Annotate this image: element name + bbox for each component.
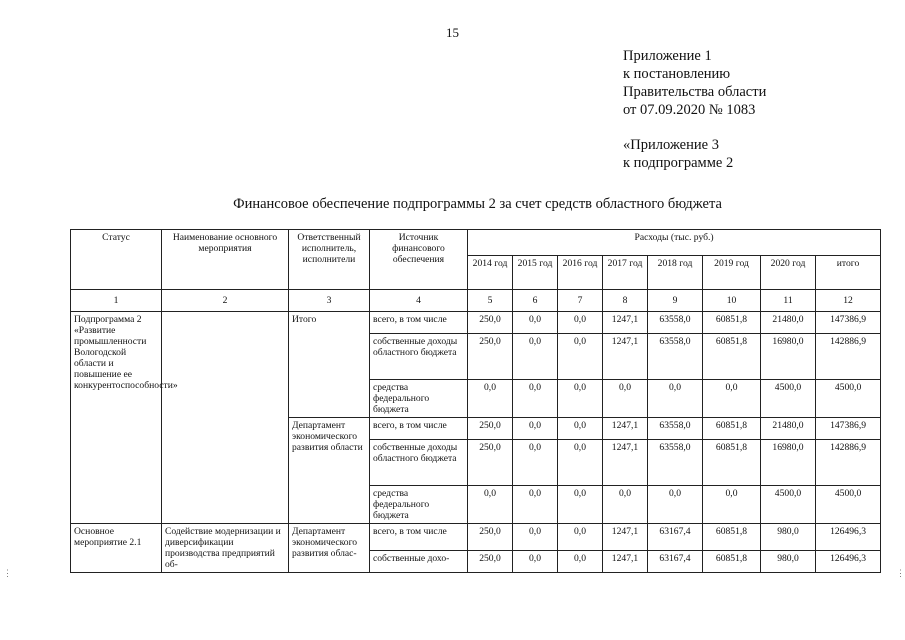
value-cell: 21480,0 (761, 418, 816, 440)
value-cell: 0,0 (558, 524, 603, 551)
value-cell: 0,0 (558, 551, 603, 573)
value-cell: 126496,3 (816, 524, 881, 551)
value-cell: 0,0 (603, 380, 648, 418)
value-cell: 0,0 (558, 418, 603, 440)
value-cell: 0,0 (703, 486, 761, 524)
value-cell: 21480,0 (761, 312, 816, 334)
value-cell: 0,0 (513, 440, 558, 486)
value-cell: 60851,8 (703, 440, 761, 486)
index-cell: 9 (648, 290, 703, 312)
value-cell: 63558,0 (648, 418, 703, 440)
value-cell: 142886,9 (816, 334, 881, 380)
value-cell: 250,0 (468, 440, 513, 486)
value-cell: 147386,9 (816, 418, 881, 440)
value-cell: 250,0 (468, 524, 513, 551)
value-cell: 4500,0 (816, 486, 881, 524)
value-cell: 0,0 (513, 524, 558, 551)
value-cell: 16980,0 (761, 440, 816, 486)
header-source: Источник финансового обеспечения (370, 230, 468, 290)
value-cell: 0,0 (513, 334, 558, 380)
index-cell: 5 (468, 290, 513, 312)
index-cell: 3 (289, 290, 370, 312)
value-cell: 1247,1 (603, 524, 648, 551)
value-cell: 0,0 (703, 380, 761, 418)
value-cell: 1247,1 (603, 551, 648, 573)
header-executor: Ответственный исполнитель, исполнители (289, 230, 370, 290)
table-row (71, 312, 881, 334)
value-cell: 60851,8 (703, 551, 761, 573)
value-cell: 4500,0 (761, 486, 816, 524)
index-cell: 2 (162, 290, 289, 312)
value-cell: 147386,9 (816, 312, 881, 334)
index-cell: 6 (513, 290, 558, 312)
value-cell: 0,0 (558, 486, 603, 524)
value-cell: 0,0 (513, 418, 558, 440)
value-cell: 60851,8 (703, 418, 761, 440)
header-year: 2019 год (703, 256, 761, 290)
appendix-header (623, 47, 766, 172)
value-cell: 63167,4 (648, 551, 703, 573)
source-cell: собственные дохо- (370, 551, 468, 573)
appendix-line: «Приложение 3 (623, 137, 719, 153)
value-cell: 1247,1 (603, 334, 648, 380)
header-year: 2018 год (648, 256, 703, 290)
value-cell: 980,0 (761, 551, 816, 573)
value-cell: 250,0 (468, 418, 513, 440)
header-year: 2015 год (513, 256, 558, 290)
index-row (71, 290, 881, 312)
value-cell: 0,0 (558, 380, 603, 418)
source-cell: всего, в том числе (370, 524, 468, 551)
source-cell: всего, в том числе (370, 418, 468, 440)
appendix-line: Приложение 1 (623, 48, 712, 64)
header-expenses: Расходы (тыс. руб.) (468, 230, 881, 256)
finance-table (70, 229, 881, 573)
index-cell: 8 (603, 290, 648, 312)
index-cell: 7 (558, 290, 603, 312)
document-title: Финансовое обеспечение подпрограммы 2 за счет средств областного бюджета (233, 196, 722, 212)
value-cell: 4500,0 (761, 380, 816, 418)
value-cell: 250,0 (468, 312, 513, 334)
index-cell: 10 (703, 290, 761, 312)
header-year: 2020 год (761, 256, 816, 290)
source-cell: средства федерального бюджета (370, 380, 468, 418)
value-cell: 63167,4 (648, 524, 703, 551)
status-cell: Основное мероприятие 2.1 (71, 524, 162, 573)
table-row (71, 524, 881, 551)
value-cell: 0,0 (513, 312, 558, 334)
value-cell: 142886,9 (816, 440, 881, 486)
header-event: Наименование основного мероприятия (162, 230, 289, 290)
value-cell: 250,0 (468, 334, 513, 380)
value-cell: 0,0 (468, 486, 513, 524)
value-cell: 126496,3 (816, 551, 881, 573)
scan-edge-mark: ⋮ (896, 568, 905, 578)
scan-edge-mark: ⋮ (3, 568, 12, 578)
value-cell: 4500,0 (816, 380, 881, 418)
value-cell: 250,0 (468, 551, 513, 573)
value-cell: 0,0 (468, 380, 513, 418)
header-year: 2014 год (468, 256, 513, 290)
appendix-line: к постановлению (623, 66, 731, 82)
index-cell: 12 (816, 290, 881, 312)
value-cell: 0,0 (648, 380, 703, 418)
header-status: Статус (71, 230, 162, 290)
value-cell: 0,0 (648, 486, 703, 524)
index-cell: 4 (370, 290, 468, 312)
header-year: 2016 год (558, 256, 603, 290)
value-cell: 0,0 (513, 486, 558, 524)
value-cell: 0,0 (513, 551, 558, 573)
value-cell: 63558,0 (648, 440, 703, 486)
value-cell: 0,0 (603, 486, 648, 524)
source-cell: собственные доходы областного бюджета (370, 440, 468, 486)
value-cell: 60851,8 (703, 524, 761, 551)
event-cell (162, 312, 289, 524)
value-cell: 1247,1 (603, 418, 648, 440)
source-cell: всего, в том числе (370, 312, 468, 334)
header-year: 2017 год (603, 256, 648, 290)
value-cell: 0,0 (558, 334, 603, 380)
value-cell: 60851,8 (703, 312, 761, 334)
header-total: итого (816, 256, 881, 290)
executor-cell: Департамент экономического развития облас- (289, 524, 370, 573)
source-cell: собственные доходы областного бюджета (370, 334, 468, 380)
value-cell: 63558,0 (648, 334, 703, 380)
value-cell: 60851,8 (703, 334, 761, 380)
value-cell: 63558,0 (648, 312, 703, 334)
executor-cell: Департамент экономического развития области (289, 418, 370, 524)
status-cell: Подпрограмма 2 «Развитие промышленности Вологодской области и повышение ее конкурентоспособности» (71, 312, 162, 524)
index-cell: 11 (761, 290, 816, 312)
source-cell: средства федерального бюджета (370, 486, 468, 524)
value-cell: 0,0 (558, 440, 603, 486)
value-cell: 0,0 (558, 312, 603, 334)
appendix-line: к подпрограмме 2 (623, 155, 734, 171)
value-cell: 1247,1 (603, 312, 648, 334)
value-cell: 16980,0 (761, 334, 816, 380)
appendix-line: Правительства области (623, 84, 767, 100)
appendix-line: от 07.09.2020 № 1083 (623, 102, 756, 118)
value-cell: 980,0 (761, 524, 816, 551)
value-cell: 1247,1 (603, 440, 648, 486)
index-cell: 1 (71, 290, 162, 312)
value-cell: 0,0 (513, 380, 558, 418)
event-cell: Содействие модернизации и диверсификации производства предприятий об- (162, 524, 289, 573)
page-number: 15 (446, 25, 459, 40)
executor-cell: Итого (289, 312, 370, 418)
